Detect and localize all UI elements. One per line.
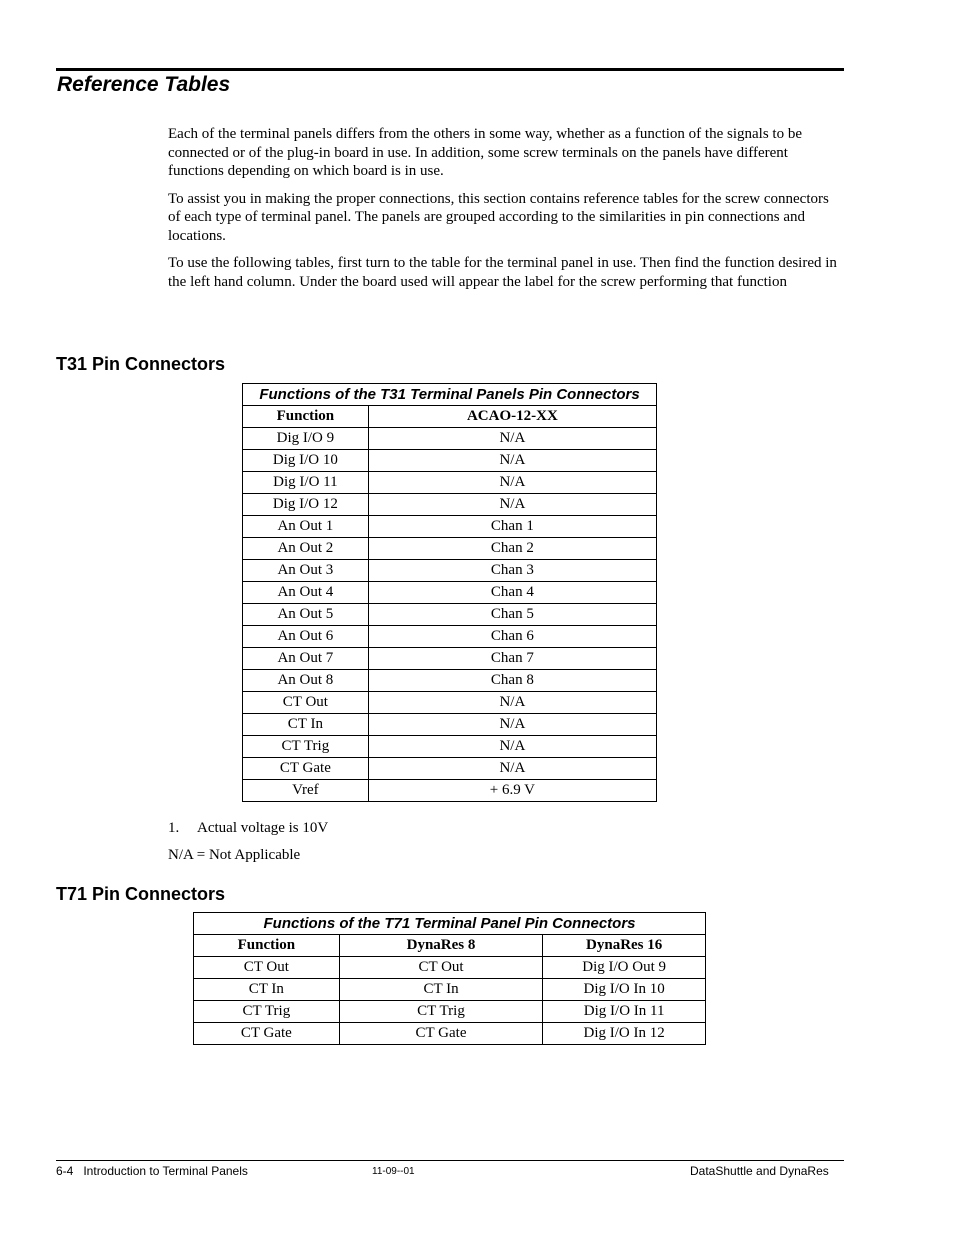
table-cell: Chan 7 [368, 648, 656, 670]
footer-left: 6-4 Introduction to Terminal Panels [56, 1164, 248, 1178]
column-header: Function [194, 935, 340, 957]
table-cell: Chan 1 [368, 516, 656, 538]
table-row [243, 626, 657, 648]
column-header: DynaRes 8 [339, 935, 543, 957]
table-cell: Dig I/O Out 9 [543, 957, 706, 979]
table-cell: CT In [339, 979, 543, 1001]
t31-table [242, 383, 657, 802]
table-cell: Chan 4 [368, 582, 656, 604]
table-cell: CT In [194, 979, 340, 1001]
t31-heading: T31 Pin Connectors [56, 354, 226, 374]
table-cell: An Out 2 [243, 538, 369, 560]
table-row [243, 648, 657, 670]
footnote-number: 1. [168, 820, 180, 836]
table-cell: An Out 5 [243, 604, 369, 626]
table-cell: An Out 8 [243, 670, 369, 692]
table-cell: CT Trig [194, 1001, 340, 1023]
na-note: N/A = Not Applicable [168, 847, 301, 863]
column-header: DynaRes 16 [543, 935, 706, 957]
table-row [243, 780, 657, 802]
table-cell: Vref [243, 780, 369, 802]
table-row [243, 758, 657, 780]
table-cell: CT Trig [339, 1001, 543, 1023]
t71-table [193, 912, 706, 1045]
table-cell: An Out 6 [243, 626, 369, 648]
footer-date: 11-09--01 [372, 1166, 415, 1177]
table-cell: An Out 3 [243, 560, 369, 582]
table-cell: N/A [368, 472, 656, 494]
table-cell: CT Out [243, 692, 369, 714]
table-cell: Dig I/O In 11 [543, 1001, 706, 1023]
column-header: ACAO-12-XX [368, 406, 656, 428]
table-cell: Chan 6 [368, 626, 656, 648]
table-caption: Functions of the T71 Terminal Panel Pin Connectors [194, 913, 706, 935]
paragraph: To assist you in making the proper connections, this section contains reference tables for the screw connectors of each type of terminal panel. The panels are grouped according to the similarities in pin connections and locations. [168, 190, 829, 244]
table-cell: N/A [368, 758, 656, 780]
table-cell: Chan 3 [368, 560, 656, 582]
table-cell: CT Gate [339, 1023, 543, 1045]
table-cell: An Out 1 [243, 516, 369, 538]
t71-heading: T71 Pin Connectors [56, 884, 226, 904]
table-cell: N/A [368, 692, 656, 714]
table-row [243, 604, 657, 626]
table-row [243, 692, 657, 714]
paragraph: To use the following tables, first turn to the table for the terminal panel in use. Then find the function desired in the left hand column. Under the board used will appear the label for the screw performing that function [168, 255, 837, 290]
table-row [243, 736, 657, 758]
table-cell: Chan 2 [368, 538, 656, 560]
table-cell: N/A [368, 494, 656, 516]
footnote [168, 820, 328, 837]
table-cell: CT Gate [243, 758, 369, 780]
table-row [194, 1023, 706, 1045]
table-cell: CT In [243, 714, 369, 736]
table-row [243, 494, 657, 516]
table-row [194, 957, 706, 979]
table-row [243, 516, 657, 538]
table-cell: N/A [368, 736, 656, 758]
footer-rule [56, 1160, 844, 1161]
table-row [243, 582, 657, 604]
table-cell: An Out 7 [243, 648, 369, 670]
table-cell: N/A [368, 428, 656, 450]
table-cell: Chan 8 [368, 670, 656, 692]
intro-paragraphs [168, 125, 838, 300]
table-cell: Dig I/O 9 [243, 428, 369, 450]
table-row [243, 450, 657, 472]
footer-right: DataShuttle and DynaRes [690, 1164, 829, 1178]
table-cell: Dig I/O In 10 [543, 979, 706, 1001]
table-cell: An Out 4 [243, 582, 369, 604]
table-row [243, 428, 657, 450]
column-header: Function [243, 406, 369, 428]
table-row [243, 472, 657, 494]
table-cell: CT Trig [243, 736, 369, 758]
table-row [243, 560, 657, 582]
table-cell: CT Gate [194, 1023, 340, 1045]
page-title: Reference Tables [57, 73, 231, 96]
table-cell: CT Out [194, 957, 340, 979]
table-cell: Dig I/O 10 [243, 450, 369, 472]
table-row [243, 670, 657, 692]
table-cell: Dig I/O 11 [243, 472, 369, 494]
table-cell: Dig I/O In 12 [543, 1023, 706, 1045]
table-cell: N/A [368, 714, 656, 736]
table-row [243, 714, 657, 736]
table-cell: Dig I/O 12 [243, 494, 369, 516]
table-caption: Functions of the T31 Terminal Panels Pin Connectors [243, 384, 657, 406]
table-row [194, 979, 706, 1001]
paragraph: Each of the terminal panels differs from the others in some way, whether as a function of the signals to be connected or of the plug-in board in use. In addition, some screw terminals on the panels have different functions depending on which board is in use. [168, 126, 802, 179]
table-cell: Chan 5 [368, 604, 656, 626]
table-row [243, 538, 657, 560]
table-cell: + 6.9 V [368, 780, 656, 802]
table-row [194, 1001, 706, 1023]
footnote-text: Actual voltage is 10V [197, 820, 329, 836]
header-rule [56, 68, 844, 71]
table-cell: CT Out [339, 957, 543, 979]
table-cell: N/A [368, 450, 656, 472]
